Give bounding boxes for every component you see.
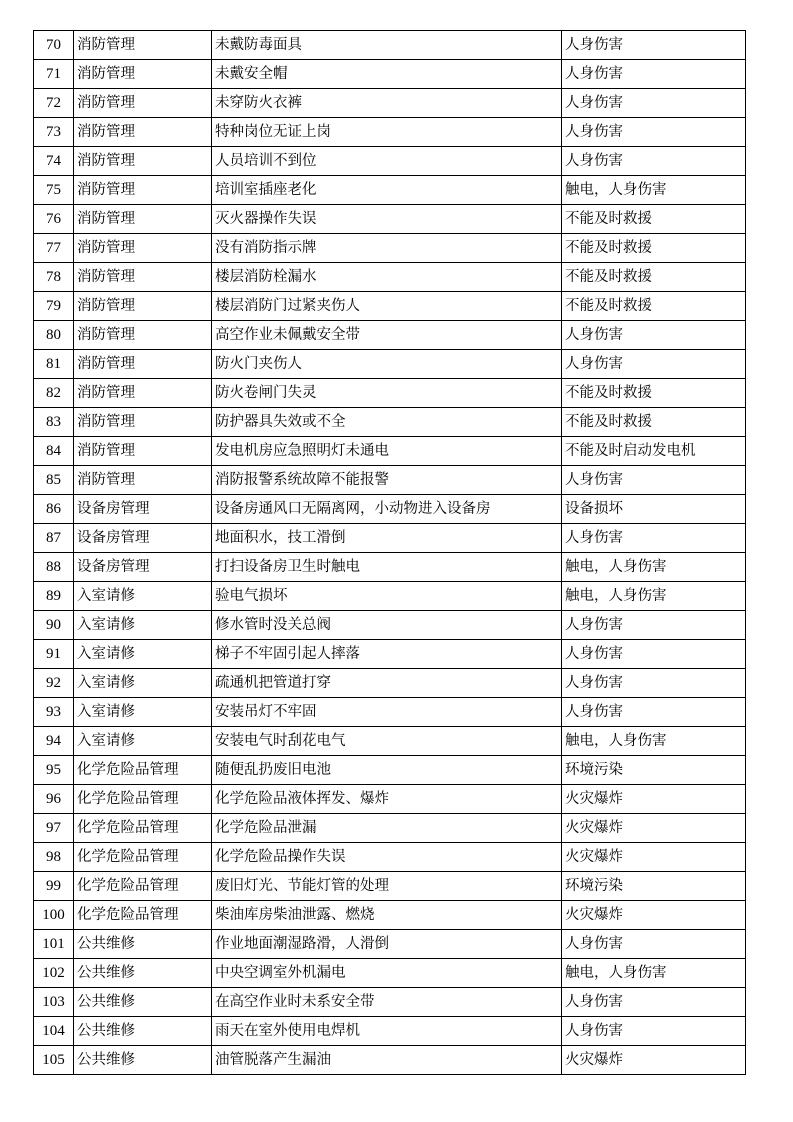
category-cell: 公共维修 [74,988,212,1017]
category-cell: 消防管理 [74,89,212,118]
table-row [34,901,746,930]
table-row [34,785,746,814]
consequence-cell: 不能及时救援 [562,379,746,408]
row-number: 78 [34,263,74,292]
hazard-cell: 防火卷闸门失灵 [212,379,562,408]
hazard-cell: 防火门夹伤人 [212,350,562,379]
row-number: 81 [34,350,74,379]
consequence-cell: 人身伤害 [562,669,746,698]
hazard-cell: 高空作业未佩戴安全带 [212,321,562,350]
hazard-cell: 特种岗位无证上岗 [212,118,562,147]
category-cell: 入室请修 [74,611,212,640]
consequence-cell: 人身伤害 [562,988,746,1017]
category-cell: 设备房管理 [74,553,212,582]
table-row [34,350,746,379]
row-number: 94 [34,727,74,756]
hazard-cell: 随便乱扔废旧电池 [212,756,562,785]
hazard-cell: 疏通机把管道打穿 [212,669,562,698]
table-row [34,408,746,437]
hazard-cell: 验电气损坏 [212,582,562,611]
hazard-cell: 设备房通风口无隔离网，小动物进入设备房 [212,495,562,524]
hazard-table-body [34,31,746,1075]
category-cell: 消防管理 [74,408,212,437]
consequence-cell: 不能及时救援 [562,408,746,437]
row-number: 92 [34,669,74,698]
table-row [34,31,746,60]
hazard-cell: 未戴防毒面具 [212,31,562,60]
hazard-cell: 未穿防火衣裤 [212,89,562,118]
hazard-cell: 在高空作业时未系安全带 [212,988,562,1017]
category-cell: 消防管理 [74,205,212,234]
hazard-cell: 油管脱落产生漏油 [212,1046,562,1075]
category-cell: 消防管理 [74,234,212,263]
category-cell: 消防管理 [74,292,212,321]
hazard-cell: 地面积水，技工滑倒 [212,524,562,553]
hazard-cell: 未戴安全帽 [212,60,562,89]
hazard-cell: 发电机房应急照明灯未通电 [212,437,562,466]
consequence-cell: 不能及时启动发电机 [562,437,746,466]
table-row [34,843,746,872]
category-cell: 消防管理 [74,437,212,466]
row-number: 86 [34,495,74,524]
category-cell: 化学危险品管理 [74,843,212,872]
hazard-cell: 化学危险品泄漏 [212,814,562,843]
row-number: 80 [34,321,74,350]
row-number: 103 [34,988,74,1017]
category-cell: 设备房管理 [74,495,212,524]
row-number: 87 [34,524,74,553]
row-number: 95 [34,756,74,785]
category-cell: 消防管理 [74,350,212,379]
row-number: 84 [34,437,74,466]
table-row [34,234,746,263]
consequence-cell: 人身伤害 [562,930,746,959]
table-row [34,698,746,727]
row-number: 73 [34,118,74,147]
consequence-cell: 人身伤害 [562,698,746,727]
hazard-cell: 没有消防指示牌 [212,234,562,263]
consequence-cell: 人身伤害 [562,640,746,669]
category-cell: 化学危险品管理 [74,901,212,930]
table-row [34,60,746,89]
row-number: 79 [34,292,74,321]
hazard-cell: 修水管时没关总阀 [212,611,562,640]
table-row [34,495,746,524]
hazard-cell: 安装吊灯不牢固 [212,698,562,727]
table-row [34,669,746,698]
row-number: 75 [34,176,74,205]
table-row [34,814,746,843]
consequence-cell: 人身伤害 [562,147,746,176]
consequence-cell: 火灾爆炸 [562,901,746,930]
category-cell: 化学危险品管理 [74,814,212,843]
consequence-cell: 人身伤害 [562,89,746,118]
table-row [34,205,746,234]
category-cell: 化学危险品管理 [74,785,212,814]
consequence-cell: 环境污染 [562,872,746,901]
table-row [34,930,746,959]
row-number: 97 [34,814,74,843]
hazard-cell: 废旧灯光、节能灯管的处理 [212,872,562,901]
hazard-cell: 防护器具失效或不全 [212,408,562,437]
hazard-cell: 消防报警系统故障不能报警 [212,466,562,495]
category-cell: 消防管理 [74,321,212,350]
consequence-cell: 不能及时救援 [562,292,746,321]
table-row [34,292,746,321]
consequence-cell: 火灾爆炸 [562,1046,746,1075]
table-row [34,147,746,176]
hazard-cell: 培训室插座老化 [212,176,562,205]
row-number: 91 [34,640,74,669]
row-number: 98 [34,843,74,872]
hazard-table [33,30,746,1075]
row-number: 101 [34,930,74,959]
row-number: 74 [34,147,74,176]
consequence-cell: 人身伤害 [562,118,746,147]
hazard-cell: 化学危险品操作失误 [212,843,562,872]
row-number: 102 [34,959,74,988]
hazard-cell: 梯子不牢固引起人摔落 [212,640,562,669]
category-cell: 化学危险品管理 [74,756,212,785]
consequence-cell: 人身伤害 [562,1017,746,1046]
consequence-cell: 触电，人身伤害 [562,959,746,988]
row-number: 105 [34,1046,74,1075]
category-cell: 入室请修 [74,640,212,669]
consequence-cell: 人身伤害 [562,31,746,60]
category-cell: 公共维修 [74,959,212,988]
row-number: 77 [34,234,74,263]
category-cell: 消防管理 [74,379,212,408]
table-row [34,1017,746,1046]
category-cell: 设备房管理 [74,524,212,553]
hazard-cell: 中央空调室外机漏电 [212,959,562,988]
consequence-cell: 不能及时救援 [562,234,746,263]
table-row [34,466,746,495]
row-number: 71 [34,60,74,89]
table-row [34,1046,746,1075]
consequence-cell: 火灾爆炸 [562,843,746,872]
category-cell: 消防管理 [74,466,212,495]
category-cell: 消防管理 [74,176,212,205]
consequence-cell: 触电，人身伤害 [562,582,746,611]
category-cell: 入室请修 [74,669,212,698]
category-cell: 消防管理 [74,263,212,292]
hazard-cell: 楼层消防门过紧夹伤人 [212,292,562,321]
hazard-cell: 安装电气时刮花电气 [212,727,562,756]
row-number: 82 [34,379,74,408]
category-cell: 入室请修 [74,698,212,727]
category-cell: 消防管理 [74,60,212,89]
consequence-cell: 人身伤害 [562,321,746,350]
table-row [34,553,746,582]
consequence-cell: 设备损坏 [562,495,746,524]
category-cell: 公共维修 [74,1017,212,1046]
table-row [34,437,746,466]
consequence-cell: 不能及时救援 [562,263,746,292]
hazard-cell: 灭火器操作失误 [212,205,562,234]
row-number: 96 [34,785,74,814]
row-number: 72 [34,89,74,118]
hazard-cell: 化学危险品液体挥发、爆炸 [212,785,562,814]
row-number: 76 [34,205,74,234]
table-row [34,959,746,988]
row-number: 88 [34,553,74,582]
category-cell: 公共维修 [74,930,212,959]
row-number: 83 [34,408,74,437]
table-row [34,118,746,147]
row-number: 104 [34,1017,74,1046]
table-row [34,988,746,1017]
table-row [34,727,746,756]
consequence-cell: 人身伤害 [562,350,746,379]
hazard-cell: 柴油库房柴油泄露、燃烧 [212,901,562,930]
table-row [34,379,746,408]
row-number: 85 [34,466,74,495]
category-cell: 入室请修 [74,727,212,756]
table-row [34,582,746,611]
consequence-cell: 人身伤害 [562,524,746,553]
table-row [34,611,746,640]
consequence-cell: 人身伤害 [562,60,746,89]
hazard-cell: 作业地面潮湿路滑，人滑倒 [212,930,562,959]
consequence-cell: 环境污染 [562,756,746,785]
consequence-cell: 人身伤害 [562,611,746,640]
category-cell: 入室请修 [74,582,212,611]
hazard-cell: 打扫设备房卫生时触电 [212,553,562,582]
consequence-cell: 触电，人身伤害 [562,553,746,582]
consequence-cell: 人身伤害 [562,466,746,495]
table-row [34,872,746,901]
table-row [34,640,746,669]
category-cell: 化学危险品管理 [74,872,212,901]
table-row [34,524,746,553]
consequence-cell: 触电，人身伤害 [562,727,746,756]
row-number: 99 [34,872,74,901]
row-number: 89 [34,582,74,611]
table-row [34,176,746,205]
table-row [34,89,746,118]
table-row [34,756,746,785]
hazard-cell: 楼层消防栓漏水 [212,263,562,292]
consequence-cell: 触电，人身伤害 [562,176,746,205]
row-number: 93 [34,698,74,727]
category-cell: 消防管理 [74,147,212,176]
category-cell: 公共维修 [74,1046,212,1075]
category-cell: 消防管理 [74,118,212,147]
hazard-cell: 人员培训不到位 [212,147,562,176]
table-row [34,263,746,292]
category-cell: 消防管理 [74,31,212,60]
consequence-cell: 不能及时救援 [562,205,746,234]
row-number: 70 [34,31,74,60]
consequence-cell: 火灾爆炸 [562,785,746,814]
table-row [34,321,746,350]
consequence-cell: 火灾爆炸 [562,814,746,843]
row-number: 100 [34,901,74,930]
row-number: 90 [34,611,74,640]
hazard-cell: 雨天在室外使用电焊机 [212,1017,562,1046]
